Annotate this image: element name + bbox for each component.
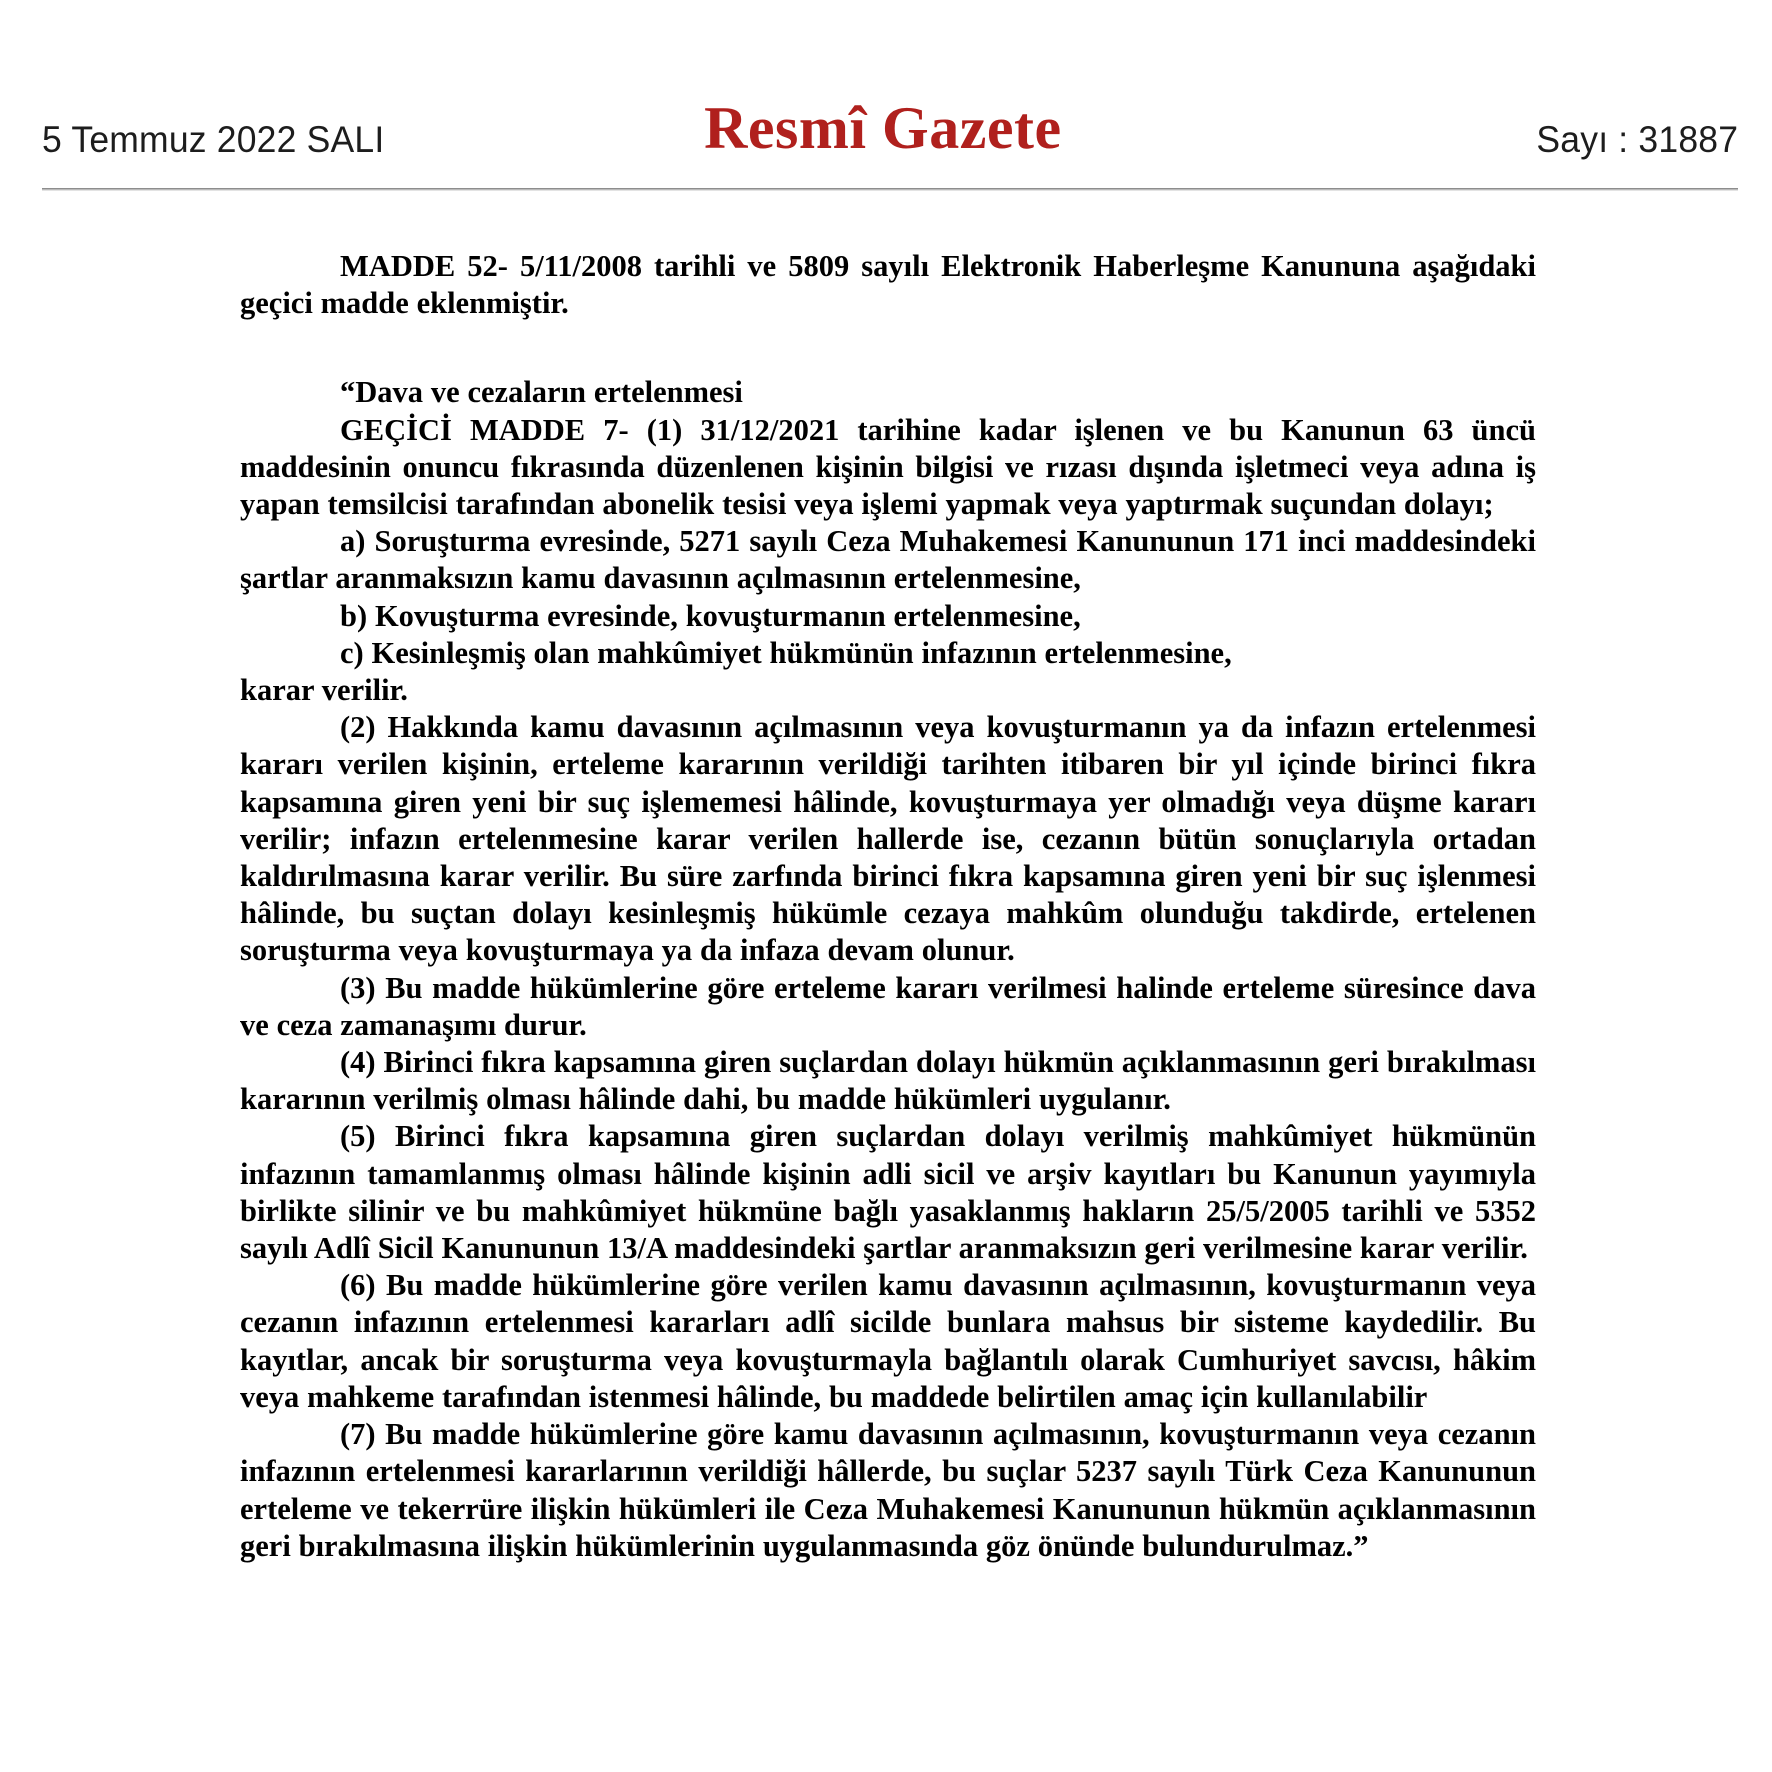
paragraph-quoted-heading: “Dava ve cezaların ertelenmesi xyxy=(340,375,743,410)
paragraph-gecici-madde-7-1: GEÇİCİ MADDE 7- (1) 31/12/2021 tarihine kadar işlenen ve bu Kanunun 63 üncü maddesinin onuncu fıkrasında düzenlenen kişinin bilgisi ve rızası dışında işletmeci veya adına iş yapan temsilcisi tarafından abonelik tesisi veya işlemi yapmak veya yaptırmak suçundan dolayı; xyxy=(240,412,1536,522)
gazette-date: 5 Temmuz 2022 SALI xyxy=(42,119,385,160)
paragraph-madde-52: MADDE 52- 5/11/2008 tarihli ve 5809 sayılı Elektronik Haberleşme Kanununa aşağıdaki geçici madde eklenmiştir. xyxy=(240,249,1536,321)
gazette-title: Resmî Gazete xyxy=(704,95,1062,161)
paragraph-fikra-6: (6) Bu madde hükümlerine göre verilen kamu davasının açılmasının, kovuşturmanın veya cezanın infazının ertelenmesi kararları adlî sicilde bunlara mahsus bir sisteme kaydedilir. Bu kayıtlar, ancak bir soruşturma veya kovuşturmayla bağlantılı olarak Cumhuriyet savcısı, hâkim veya mahkeme tarafından istenmesi hâlinde, bu maddede belirtilen amaç için kullanılabilir xyxy=(240,1268,1536,1414)
paragraph-fikra-2: (2) Hakkında kamu davasının açılmasının veya kovuşturmanın ya da infazın ertelenmesi kararı verilen kişinin, erteleme kararının verildiği tarihten itibaren bir yıl içinde birinci fıkra kapsamına giren yeni bir suç işlememesi hâlinde, kovuşturmaya yer olmadığı veya düşme kararı verilir; infazın ertelenmesine karar verilen hallerde ise, cezanın bütün sonuçlarıyla ortadan kaldırılmasına karar verilir. Bu süre zarfında birinci fıkra kapsamına giren yeni bir suç işlenmesi hâlinde, bu suçtan dolayı kesinleşmiş hükümle cezaya mahkûm olunduğu takdirde, ertelenen soruşturma veya kovuşturmaya ya da infaza devam olunur. xyxy=(240,710,1536,968)
paragraph-fikra-4: (4) Birinci fıkra kapsamına giren suçlardan dolayı hükmün açıklanmasının geri bırakılması kararının verilmiş olması hâlinde dahi, bu madde hükümleri uygulanır. xyxy=(240,1045,1536,1117)
paragraph-bend-c: c) Kesinleşmiş olan mahkûmiyet hükmünün infazının ertelenmesine, xyxy=(340,635,1232,670)
document-body xyxy=(240,248,1536,1565)
header-divider xyxy=(42,188,1738,191)
paragraph-karar-verilir: karar verilir. xyxy=(240,673,408,708)
paragraph-fikra-3: (3) Bu madde hükümlerine göre erteleme kararı verilmesi halinde erteleme süresince dava ve ceza zamanaşımı durur. xyxy=(240,970,1536,1042)
paragraph-fikra-5: (5) Birinci fıkra kapsamına giren suçlardan dolayı verilmiş mahkûmiyet hükmünün infazının tamamlanmış olması hâlinde kişinin adli sicil ve arşiv kayıtları bu Kanunun yayımıyla birlikte silinir ve bu mahkûmiyet hükmüne bağlı yasaklanmış hakların 25/5/2005 tarihli ve 5352 sayılı Adlî Sicil Kanununun 13/A maddesindeki şartlar aranmaksızın geri verilmesine karar verilir. xyxy=(240,1119,1536,1266)
paragraph-bend-b: b) Kovuşturma evresinde, kovuşturmanın ertelenmesine, xyxy=(340,598,1081,633)
paragraph-gap xyxy=(240,322,1536,374)
masthead xyxy=(42,84,1738,160)
paragraph-bend-a: a) Soruşturma evresinde, 5271 sayılı Ceza Muhakemesi Kanununun 171 inci maddesindeki şartlar aranmaksızın kamu davasının açılmasının ertelenmesine, xyxy=(240,524,1536,596)
gazette-issue-number: Sayı : 31887 xyxy=(1536,119,1738,160)
paragraph-fikra-7: (7) Bu madde hükümlerine göre kamu davasının açılmasının, kovuşturmanın veya cezanın infazının ertelenmesi kararlarının verildiği hâllerde, bu suçlar 5237 sayılı Türk Ceza Kanununun erteleme ve tekerrüre ilişkin hükümleri ile Ceza Muhakemesi Kanununun hükmün açıklanmasının geri bırakılmasına ilişkin hükümlerinin uygulanmasında göz önünde bulundurulmaz.” xyxy=(240,1417,1536,1563)
